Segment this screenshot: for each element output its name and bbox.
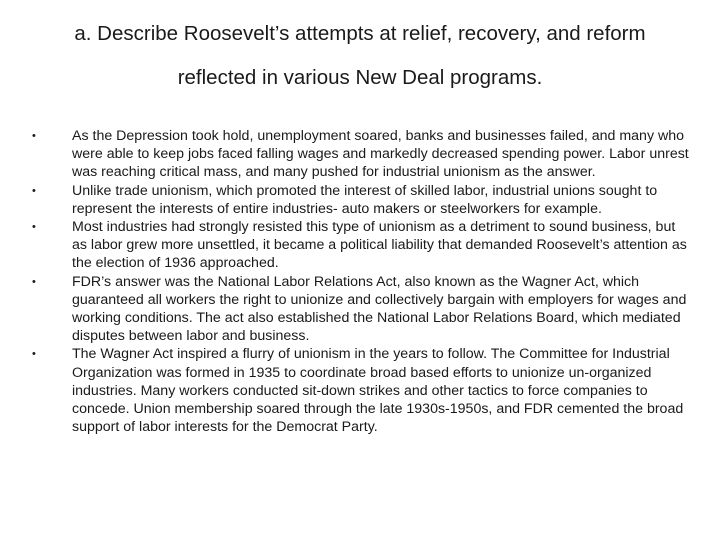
bullet-item xyxy=(32,127,692,182)
bullet-text: The Wagner Act inspired a flurry of unionism in the years to follow. The Committee for Industrial Organization was formed in 1935 to coordinate broad based efforts to unionize un-organized industries. Many workers conducted sit-down strikes and other tactics to force companies to concede. Union membership soared through the late 1930s-1950s, and FDR cemented the broad support of labor interests for the Democrat Party. xyxy=(72,346,684,436)
bullet-marker-icon: • xyxy=(32,130,36,142)
bullet-marker-icon: • xyxy=(32,184,36,197)
bullet-text: As the Depression took hold, unemployment soared, banks and businesses failed, and many who were able to keep jobs faced falling wages and markedly decreased spending power. Labor unrest was reaching critical mass, and many pushed for industrial unionism as the answer. xyxy=(72,128,689,181)
bullet-text: Most industries had strongly resisted this type of unionism as a detriment to sound business, but as labor grew more unsettled, it became a political liability that demanded Roosevelt’s attention as the election of 1936 approached. xyxy=(72,219,687,272)
bullet-item xyxy=(32,218,692,273)
slide-title-line-2: reflected in various New Deal programs. xyxy=(177,66,543,89)
bullet-list xyxy=(32,127,692,436)
slide-title-line-1: a. Describe Roosevelt’s attempts at relief, recovery, and reform xyxy=(74,22,646,45)
bullet-marker-icon: • xyxy=(32,348,36,361)
bullet-item xyxy=(32,345,692,436)
bullet-item xyxy=(32,273,692,346)
bullet-text: Unlike trade unionism, which promoted the interest of skilled labor, industrial unions sought to represent the interests of entire industries- auto makers or steelworkers for example. xyxy=(72,182,658,217)
bullet-text: FDR’s answer was the National Labor Relations Act, also known as the Wagner Act, which guaranteed all workers the right to unionize and collectively bargain with employers for wages and working conditions. The act also established the National Labor Relations Board, which mediated disputes between labor and business. xyxy=(72,273,687,345)
bullet-marker-icon: • xyxy=(32,221,36,234)
bullet-marker-icon: • xyxy=(32,275,36,288)
bullet-item xyxy=(32,182,692,218)
